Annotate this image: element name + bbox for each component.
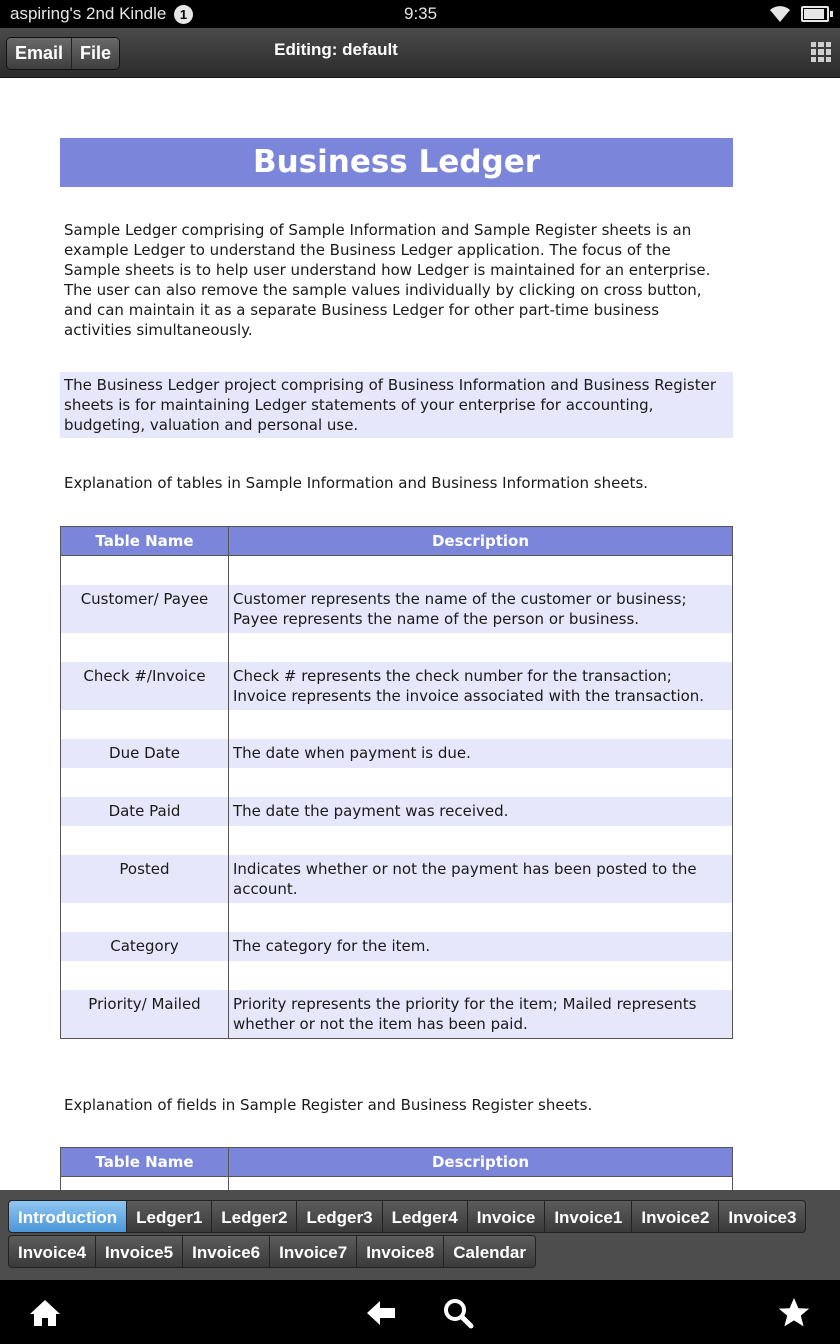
grid-menu-icon[interactable]	[811, 42, 831, 62]
sheet-tab-row-1	[8, 1200, 840, 1234]
tab-introduction[interactable]: Introduction	[8, 1200, 127, 1233]
home-icon[interactable]	[28, 1296, 62, 1330]
tab-invoice[interactable]: Invoice	[468, 1200, 546, 1233]
tab-invoice8[interactable]: Invoice8	[357, 1235, 444, 1268]
fields-explanation-table	[60, 1147, 733, 1190]
status-bar	[0, 0, 840, 28]
battery-icon	[801, 6, 829, 22]
tab-invoice4[interactable]: Invoice4	[8, 1235, 96, 1268]
fields-heading: Explanation of fields in Sample Register and Business Register sheets.	[64, 1096, 593, 1114]
table-row[interactable]	[61, 990, 733, 1039]
cell-description: The date when payment is due.	[233, 743, 471, 762]
cell-description: The category for the item.	[233, 936, 431, 955]
notification-badge[interactable]: 1	[174, 5, 193, 24]
table-row[interactable]	[61, 662, 733, 710]
cell-table-name: Date Paid	[61, 797, 229, 826]
back-arrow-icon[interactable]	[364, 1296, 398, 1330]
sheet-tab-row-2	[8, 1235, 840, 1269]
tab-invoice7[interactable]: Invoice7	[270, 1235, 357, 1268]
cell-table-name: Category	[61, 932, 229, 961]
sheet-tab-bar	[0, 1190, 840, 1280]
cell-description: Customer represents the name of the customer or business; Payee represents the name of the person or business.	[233, 589, 687, 628]
tab-invoice6[interactable]: Invoice6	[183, 1235, 270, 1268]
tables-explanation-table	[60, 526, 733, 1039]
document-content[interactable]	[0, 78, 840, 1190]
editing-title: Editing: default	[274, 40, 398, 59]
table-row[interactable]	[61, 855, 733, 903]
column-header-description: Description	[229, 1148, 733, 1177]
document-title: Business Ledger	[60, 138, 733, 187]
app-toolbar	[0, 28, 840, 78]
intro-paragraph: Sample Ledger comprising of Sample Information and Sample Register sheets is an example Ledger to understand the Business Ledger application. The focus of the Sample sheets is to help user understand how Ledger is maintained for an enterprise. The user can also remove the sample values individually by clicking on cross button, and can maintain it as a separate Business Ledger for other part-time business activities simultaneously.	[64, 221, 711, 339]
tab-ledger3[interactable]: Ledger3	[297, 1200, 382, 1233]
cell-table-name: Priority/ Mailed	[61, 990, 229, 1039]
cell-table-name: Due Date	[61, 739, 229, 768]
email-button[interactable]: Email	[7, 38, 71, 69]
tables-heading: Explanation of tables in Sample Information and Business Information sheets.	[64, 474, 649, 492]
tab-invoice2[interactable]: Invoice2	[632, 1200, 719, 1233]
star-icon[interactable]	[777, 1296, 811, 1330]
tab-ledger4[interactable]: Ledger4	[383, 1200, 468, 1233]
table-row[interactable]	[61, 932, 733, 961]
table-row[interactable]	[61, 585, 733, 633]
table-row[interactable]	[61, 797, 733, 826]
tab-invoice1[interactable]: Invoice1	[545, 1200, 632, 1233]
column-header-table-name: Table Name	[61, 527, 229, 556]
system-nav-bar	[0, 1280, 840, 1344]
cell-table-name: Posted	[61, 855, 229, 903]
cell-table-name: Customer/ Payee	[61, 585, 229, 633]
tab-invoice3[interactable]: Invoice3	[719, 1200, 806, 1233]
project-note: The Business Ledger project comprising of Business Information and Business Register sheets is for maintaining Ledger statements of your enterprise for accounting, budgeting, valuation and personal use.	[60, 372, 733, 438]
device-name: aspiring's 2nd Kindle	[10, 4, 167, 23]
clock: 9:35	[404, 4, 438, 23]
cell-description: Check # represents the check number for the transaction; Invoice represents the invoice associated with the transaction.	[233, 666, 705, 705]
search-icon[interactable]	[441, 1296, 475, 1330]
column-header-description: Description	[229, 527, 733, 556]
cell-description: The date the payment was received.	[233, 801, 509, 820]
table-row[interactable]	[61, 739, 733, 768]
wifi-icon	[768, 4, 792, 24]
cell-table-name: Check #/Invoice	[61, 662, 229, 710]
tab-calendar[interactable]: Calendar	[444, 1235, 536, 1268]
cell-description: Priority represents the priority for the item; Mailed represents whether or not the item has been paid.	[233, 994, 697, 1033]
tab-ledger2[interactable]: Ledger2	[212, 1200, 297, 1233]
tab-ledger1[interactable]: Ledger1	[127, 1200, 212, 1233]
tab-invoice5[interactable]: Invoice5	[96, 1235, 183, 1268]
column-header-table-name: Table Name	[61, 1148, 229, 1177]
file-button[interactable]: File	[71, 38, 119, 69]
cell-description: Indicates whether or not the payment has been posted to the account.	[233, 859, 697, 898]
